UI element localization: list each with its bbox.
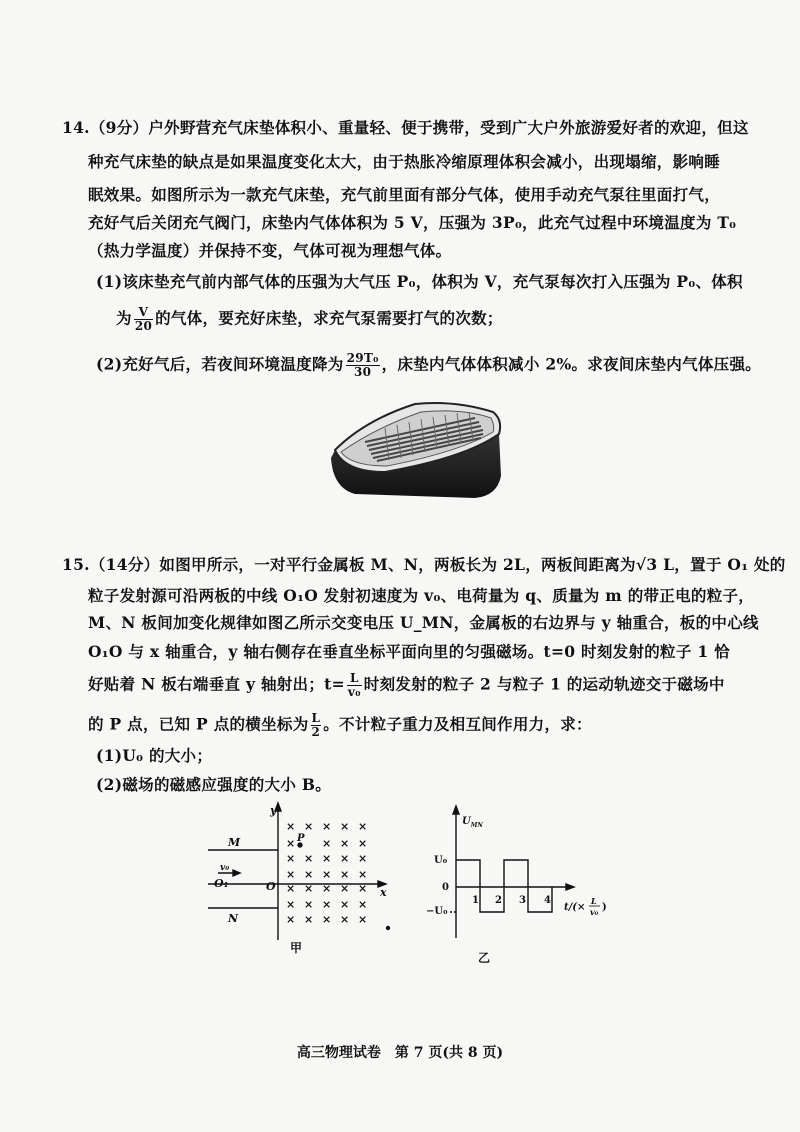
- q15-part1: (1)U₀ 的大小；: [96, 746, 213, 765]
- svg-text:×: ×: [286, 837, 296, 850]
- q15-part2: (2)磁场的磁感应强度的大小 B。: [96, 775, 332, 794]
- u-axis-letter: U: [462, 816, 471, 827]
- svg-text:×: ×: [340, 868, 350, 881]
- q14-part2-suffix: ，床垫内气体体积减小 2%。求夜间床垫内气体压强。: [381, 354, 762, 374]
- svg-text:×: ×: [322, 852, 332, 865]
- fraction-denominator: v₀: [347, 685, 361, 699]
- origin-label: O: [266, 880, 276, 893]
- q14-part1-prefix: 为: [116, 308, 132, 328]
- svg-text:×: ×: [340, 882, 350, 895]
- q15-line-1: 15.（14分）如图甲所示，一对平行金属板 M、N，两板长为 2L，两板间距离为√3 L，置于 O₁ 处的: [62, 555, 786, 574]
- svg-text:×: ×: [304, 913, 314, 926]
- svg-text:×: ×: [340, 837, 350, 850]
- svg-text:×: ×: [322, 913, 332, 926]
- fraction-denominator: 2: [311, 725, 321, 739]
- q15-line-5-prefix: 好贴着 N 板右端垂直 y 轴射出；t=: [88, 674, 345, 694]
- fraction-numerator: L: [311, 711, 321, 725]
- svg-text:×: ×: [340, 898, 350, 911]
- svg-text:×: ×: [358, 882, 368, 895]
- svg-text:×: ×: [340, 820, 350, 833]
- t-axis-frac-num: L: [591, 896, 597, 906]
- svg-text:×: ×: [286, 820, 296, 833]
- u0-label: U₀: [434, 855, 448, 866]
- svg-text:×: ×: [286, 852, 296, 865]
- svg-text:×: ×: [358, 852, 368, 865]
- q15-line-6-suffix: 。不计粒子重力及相互间作用力，求：: [323, 714, 592, 734]
- svg-text:×: ×: [322, 898, 332, 911]
- tick-1-label: 1: [472, 895, 479, 906]
- plate-n-label: N: [228, 912, 239, 925]
- svg-text:×: ×: [340, 913, 350, 926]
- o1-label: O₁: [214, 877, 229, 890]
- svg-text:×: ×: [322, 820, 332, 833]
- q14-line-4: 充好气后关闭充气阀门，床垫内气体体积为 5 V，压强为 3P₀，此充气过程中环境温度为 T₀: [88, 213, 737, 232]
- fraction-29t0-over-30: [346, 352, 380, 379]
- q14-line-5: （热力学温度）并保持不变，气体可视为理想气体。: [88, 241, 452, 260]
- fraction-l-over-v0: [347, 672, 362, 699]
- q14-part2: [96, 352, 761, 379]
- t-axis-frac-den: v₀: [590, 907, 599, 917]
- fraction-numerator: V: [134, 306, 153, 320]
- q14-part2-prefix: (2)充好气后，若夜间环境温度降为: [96, 354, 344, 374]
- zero-label: 0: [442, 882, 449, 893]
- svg-text:×: ×: [286, 868, 296, 881]
- figure-jia: [200, 800, 400, 960]
- q15-line-6-prefix: 的 P 点，已知 P 点的横坐标为: [88, 714, 309, 734]
- svg-text:×: ×: [304, 820, 314, 833]
- svg-text:×: ×: [304, 882, 314, 895]
- tick-2-label: 2: [495, 895, 502, 906]
- svg-text:×: ×: [358, 868, 368, 881]
- neg-u0-label: −U₀: [426, 906, 448, 917]
- svg-text:×: ×: [340, 852, 350, 865]
- page-footer: 高三物理试卷 第 7 页(共 8 页): [296, 1045, 504, 1061]
- svg-text:×: ×: [304, 852, 314, 865]
- figure-yi: [420, 800, 620, 970]
- svg-text:×: ×: [286, 913, 296, 926]
- fraction-denominator: 20: [134, 319, 153, 333]
- q15-line-2: 粒子发射源可沿两板的中线 O₁O 发射初速度为 v₀、电荷量为 q、质量为 m 的带正电的粒子，: [88, 586, 755, 605]
- q14-line-2: 种充气床垫的缺点是如果温度变化太大，由于热胀冷缩原理体积会减小，出现塌缩，影响睡: [88, 152, 721, 171]
- q14-part1-suffix: 的气体，要充好床垫，求充气泵需要打气的次数；: [155, 308, 503, 328]
- svg-text:×: ×: [286, 898, 296, 911]
- x-axis-label: x: [380, 886, 387, 899]
- svg-text:×: ×: [358, 820, 368, 833]
- fraction-denominator: 30: [353, 365, 372, 379]
- figure-yi-caption: 乙: [478, 951, 491, 965]
- q15-line-5: [88, 672, 725, 699]
- figure-jia-caption: 甲: [290, 941, 303, 955]
- q15-line-3: M、N 板间加变化规律如图乙所示交变电压 U_MN，金属板的右边界与 y 轴重合，板的中心线: [88, 613, 759, 632]
- q15-line-6: [88, 712, 592, 739]
- plate-m-label: M: [228, 836, 241, 849]
- t-axis-close: ): [602, 902, 607, 913]
- q14-part1-line-2: [116, 306, 503, 333]
- t-axis-label: t/(×: [564, 902, 586, 913]
- q15-line-4: O₁O 与 x 轴重合，y 轴右侧存在垂直坐标平面向里的匀强磁场。t=0 时刻发射的粒子 1 恰: [88, 642, 730, 661]
- q14-line-3: 眠效果。如图所示为一款充气床垫，充气前里面有部分气体，使用手动充气泵往里面打气，: [88, 185, 721, 204]
- y-axis-label: y: [270, 804, 277, 817]
- svg-text:×: ×: [322, 882, 332, 895]
- svg-text:×: ×: [304, 898, 314, 911]
- svg-text:×: ×: [358, 898, 368, 911]
- u-axis-subscript: MN: [470, 822, 483, 829]
- tick-3-label: 3: [519, 895, 526, 906]
- svg-text:×: ×: [358, 913, 368, 926]
- fraction-l-over-2: [311, 712, 322, 739]
- air-mattress-image: [325, 398, 505, 502]
- v0-label: v₀: [220, 863, 230, 873]
- tick-4-label: 4: [544, 895, 551, 906]
- svg-text:×: ×: [304, 868, 314, 881]
- svg-text:×: ×: [286, 882, 296, 895]
- point-p-label: P: [297, 833, 305, 844]
- svg-text:×: ×: [322, 868, 332, 881]
- q14-part1-line-1: (1)该床垫充气前内部气体的压强为大气压 P₀，体积为 V，充气泵每次打入压强为 P₀、体积: [96, 272, 743, 291]
- svg-text:×: ×: [358, 837, 368, 850]
- fraction-numerator: 29T₀: [346, 351, 379, 365]
- u-axis-label: [462, 816, 483, 829]
- svg-text:×: ×: [322, 837, 332, 850]
- fraction-numerator: L: [347, 672, 362, 686]
- q15-line-5-suffix: 时刻发射的粒子 2 与粒子 1 的运动轨迹交于磁场中: [363, 674, 725, 694]
- fraction-v-over-20: [134, 306, 153, 333]
- q14-line-1: 14.（9分）户外野营充气床垫体积小、重量轻、便于携带，受到广大户外旅游爱好者的欢迎，但这: [62, 118, 749, 137]
